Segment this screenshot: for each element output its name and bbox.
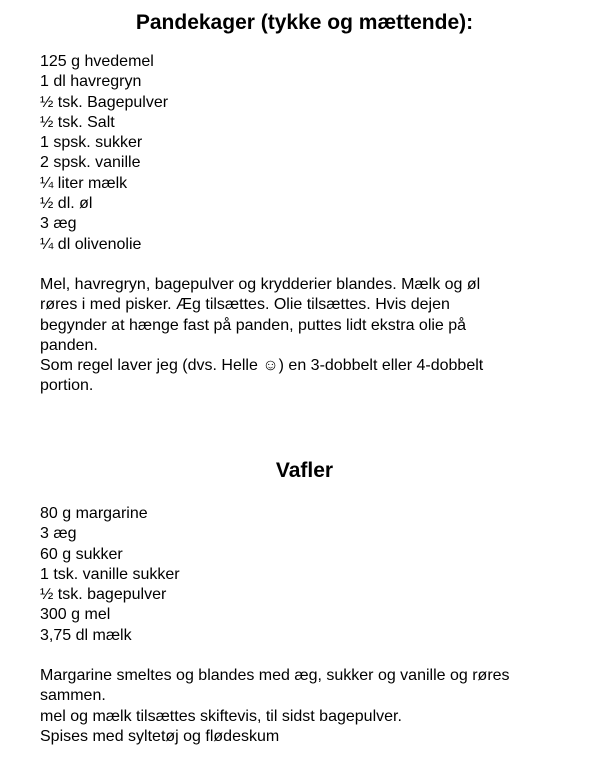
ingredient-item: 1 spsk. sukker [40, 134, 143, 152]
ingredient-item: 300 g mel [40, 606, 111, 624]
instruction-line: Margarine smeltes og blandes med æg, sukker og vanille og røres [40, 667, 510, 684]
instructions-pandekager [40, 275, 570, 397]
instruction-line: Spises med syltetøj og flødeskum [40, 727, 280, 745]
ingredient-item: 3 æg [40, 215, 77, 233]
instruction-line: panden. [40, 336, 98, 354]
ingredient-item: 1 tsk. vanille sukker [40, 565, 180, 583]
ingredient-item: 2 spsk. vanille [40, 154, 141, 172]
ingredient-item: ½ tsk. Bagepulver [40, 93, 169, 111]
ingredient-item: 125 g hvedemel [40, 53, 154, 70]
instructions-vafler [40, 666, 570, 747]
instruction-line: begynder at hænge fast på panden, puttes lidt ekstra olie på [40, 316, 467, 334]
instruction-line: portion. [40, 377, 94, 395]
recipe-title-pandekager: Pandekager (tykke og mættende): [135, 11, 474, 34]
ingredient-item: ½ dl. øl [40, 195, 93, 213]
instruction-line: sammen. [40, 687, 106, 705]
ingredient-item: 80 g margarine [40, 505, 148, 522]
ingredient-item: ¼ dl olivenolie [40, 235, 142, 253]
instruction-line: mel og mælk tilsættes skiftevis, til sidst bagepulver. [40, 707, 402, 725]
ingredient-list-pandekager [40, 52, 168, 255]
ingredient-item: 3 æg [40, 525, 77, 543]
ingredient-item: 3,75 dl mælk [40, 626, 132, 644]
ingredient-item: ½ tsk. Salt [40, 113, 115, 131]
ingredient-item: ½ tsk. bagepulver [40, 586, 167, 604]
ingredient-list-vafler [40, 504, 180, 646]
ingredient-item: 1 dl havregryn [40, 73, 142, 91]
recipe-title-vafler: Vafler [275, 459, 334, 482]
ingredient-item: ¼ liter mælk [40, 174, 128, 192]
ingredient-item: 60 g sukker [40, 545, 123, 563]
instruction-line: røres i med pisker. Æg tilsættes. Olie tilsættes. Hvis dejen [40, 296, 450, 314]
instruction-line: Mel, havregryn, bagepulver og krydderier blandes. Mælk og øl [40, 276, 481, 293]
instruction-line: Som regel laver jeg (dvs. Helle ☺) en 3-dobbelt eller 4-dobbelt [40, 357, 484, 375]
